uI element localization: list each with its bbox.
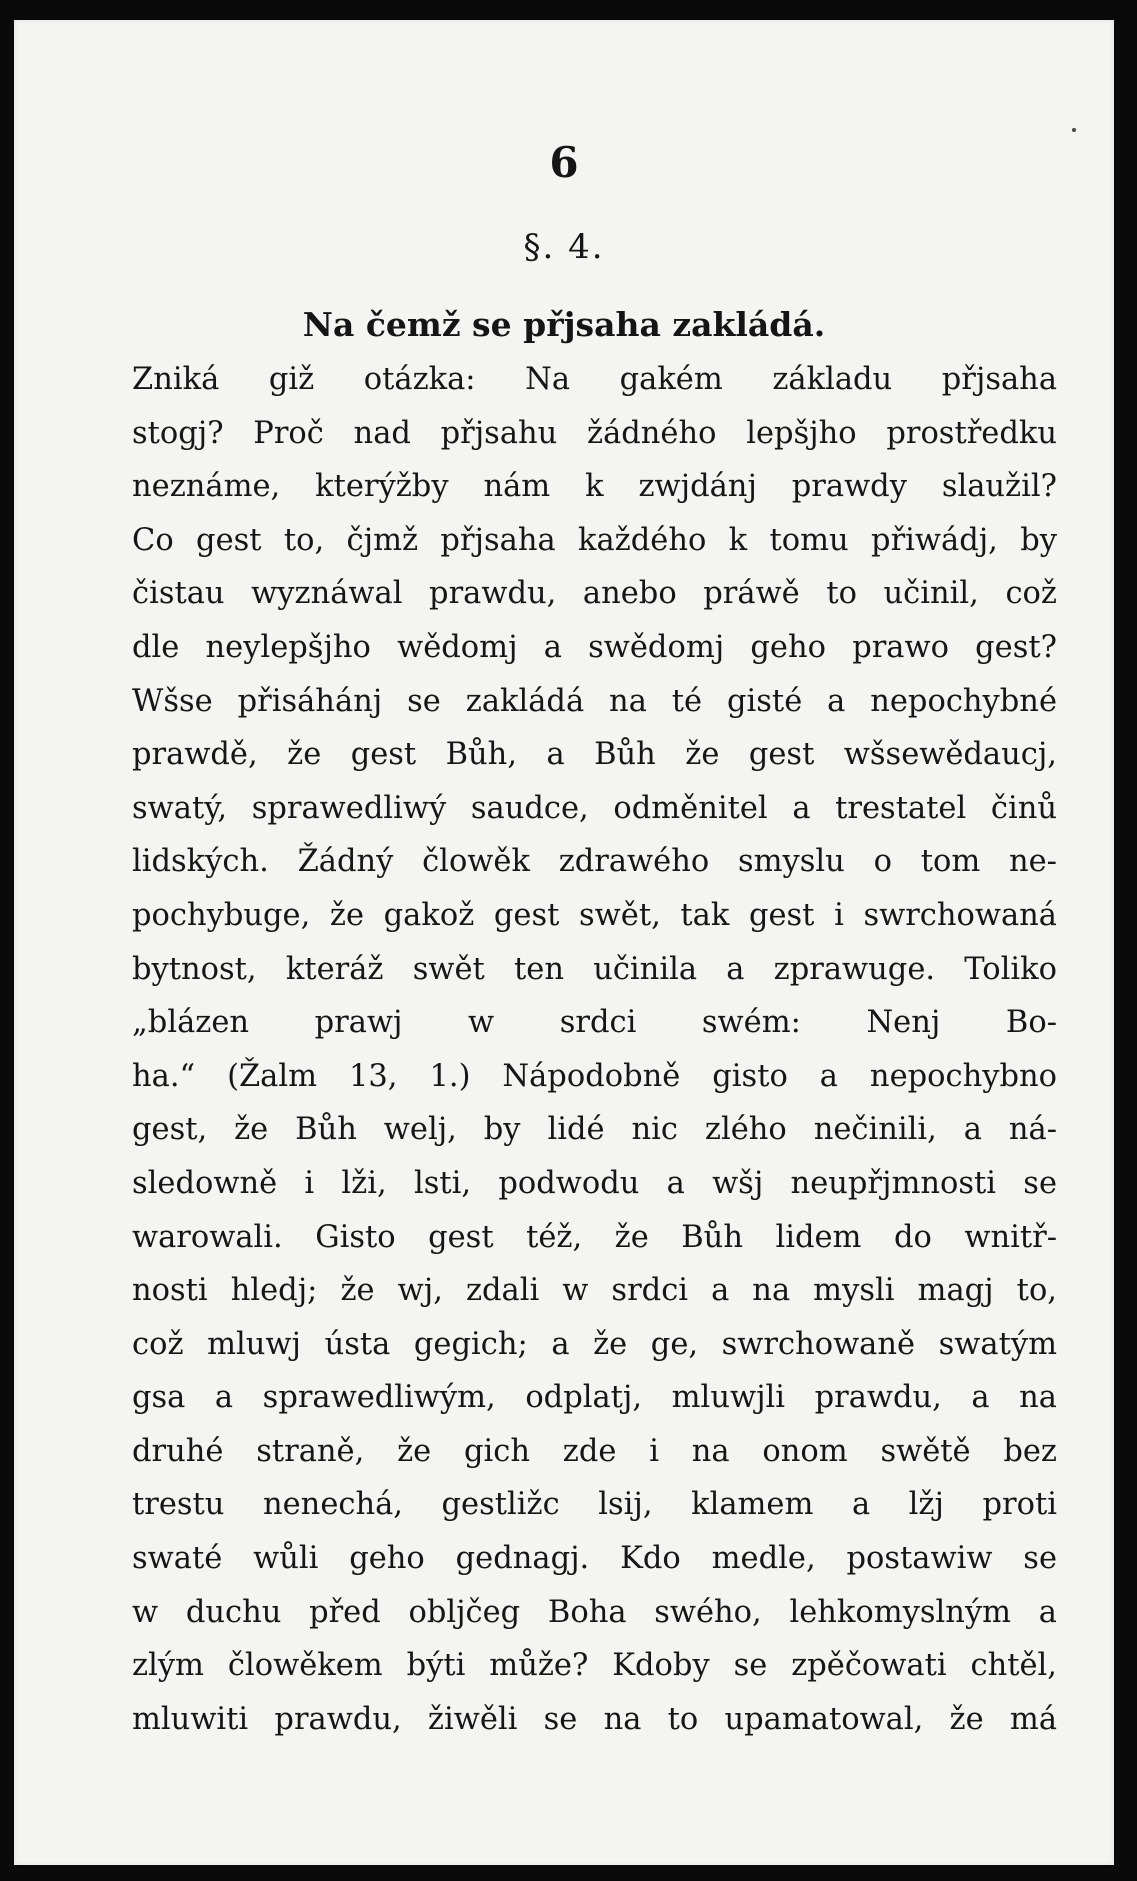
text-line: gest, že Bůh welj, by lidé nic zlého nečinili, a ná- <box>132 1112 1057 1148</box>
text-line: w duchu před oblјčeg Boha swého, lehkomyslným a <box>132 1594 1057 1630</box>
text-line: stogj? Proč nad přjsahu žádného lepšjho prostředku <box>132 415 1057 451</box>
text-line: pochybuge, že gakož gest swět, tak gest i swrchowaná <box>132 897 1057 933</box>
text-line: Co gest to, čjmž přjsaha každého k tomu přiwádj, by <box>132 522 1057 558</box>
text-line: čistau wyznáwal prawdu, anebo práwě to učinil, což <box>132 576 1057 612</box>
text-line: warowali. Gisto gest též, že Bůh lidem do wnitř- <box>132 1219 1057 1255</box>
section-title: Na čemž se přjsaha zakládá. <box>302 305 826 344</box>
text-line: mluwiti prawdu, žiwěli se na to upamatowal, že má <box>132 1701 1057 1737</box>
text-line: nosti hledj; že wj, zdali w srdci a na mysli magj to, <box>132 1273 1057 1309</box>
body-text <box>132 353 1057 1746</box>
text-line: lidských. Žádný člowěk zdrawého smyslu o tom ne- <box>132 844 1057 880</box>
section-number: §. 4. <box>523 227 605 267</box>
text-line: dle neylepšjho wědomj a swědomj geho prawo gest? <box>132 629 1057 665</box>
text-line: bytnost, kteráž swět ten učinila a zprawuge. Toliko <box>132 951 1057 987</box>
text-line: Zniká giž otázka: Na gakém základu přjsaha <box>132 362 1057 397</box>
margin-mark <box>1072 128 1076 132</box>
text-line: prawdě, že gest Bůh, a Bůh že gest wšsewědaucj, <box>132 737 1057 773</box>
text-line: což mluwj ústa gegich; a že ge, swrchowaně swatým <box>132 1326 1057 1362</box>
text-line: „blázen prawj w srdci swém: Nenj Bo- <box>132 1005 1057 1041</box>
text-line: druhé straně, že gich zde i na onom swětě bez <box>132 1433 1057 1469</box>
text-line: zlým člowěkem býti může? Kdoby se zpěčowati chtěl, <box>132 1648 1057 1684</box>
text-line: Wšse přisáhánj se zakládá na té gisté a nepochybné <box>132 683 1057 719</box>
text-line: swaté wůli geho gednagj. Kdo medle, postawiw se <box>132 1541 1057 1577</box>
text-line: swatý, sprawedliwý saudce, odměnitel a trestatel činů <box>132 790 1057 826</box>
book-page <box>14 20 1114 1865</box>
text-line: sledowně i lži, lsti, podwodu a wšj neupřjmnosti se <box>132 1165 1057 1201</box>
text-line: gsa a sprawedliwým, odplatj, mluwjli prawdu, a na <box>132 1380 1057 1416</box>
page-number: 6 <box>549 138 579 187</box>
text-line: neznáme, kterýžby nám k zwjdánj prawdy slaužil? <box>132 469 1057 505</box>
text-line: trestu nenechá, gestližc lsij, klamem a lžj proti <box>132 1487 1057 1523</box>
text-line: ha.“ (Žalm 13, 1.) Nápodobně gisto a nepochybno <box>132 1058 1057 1094</box>
